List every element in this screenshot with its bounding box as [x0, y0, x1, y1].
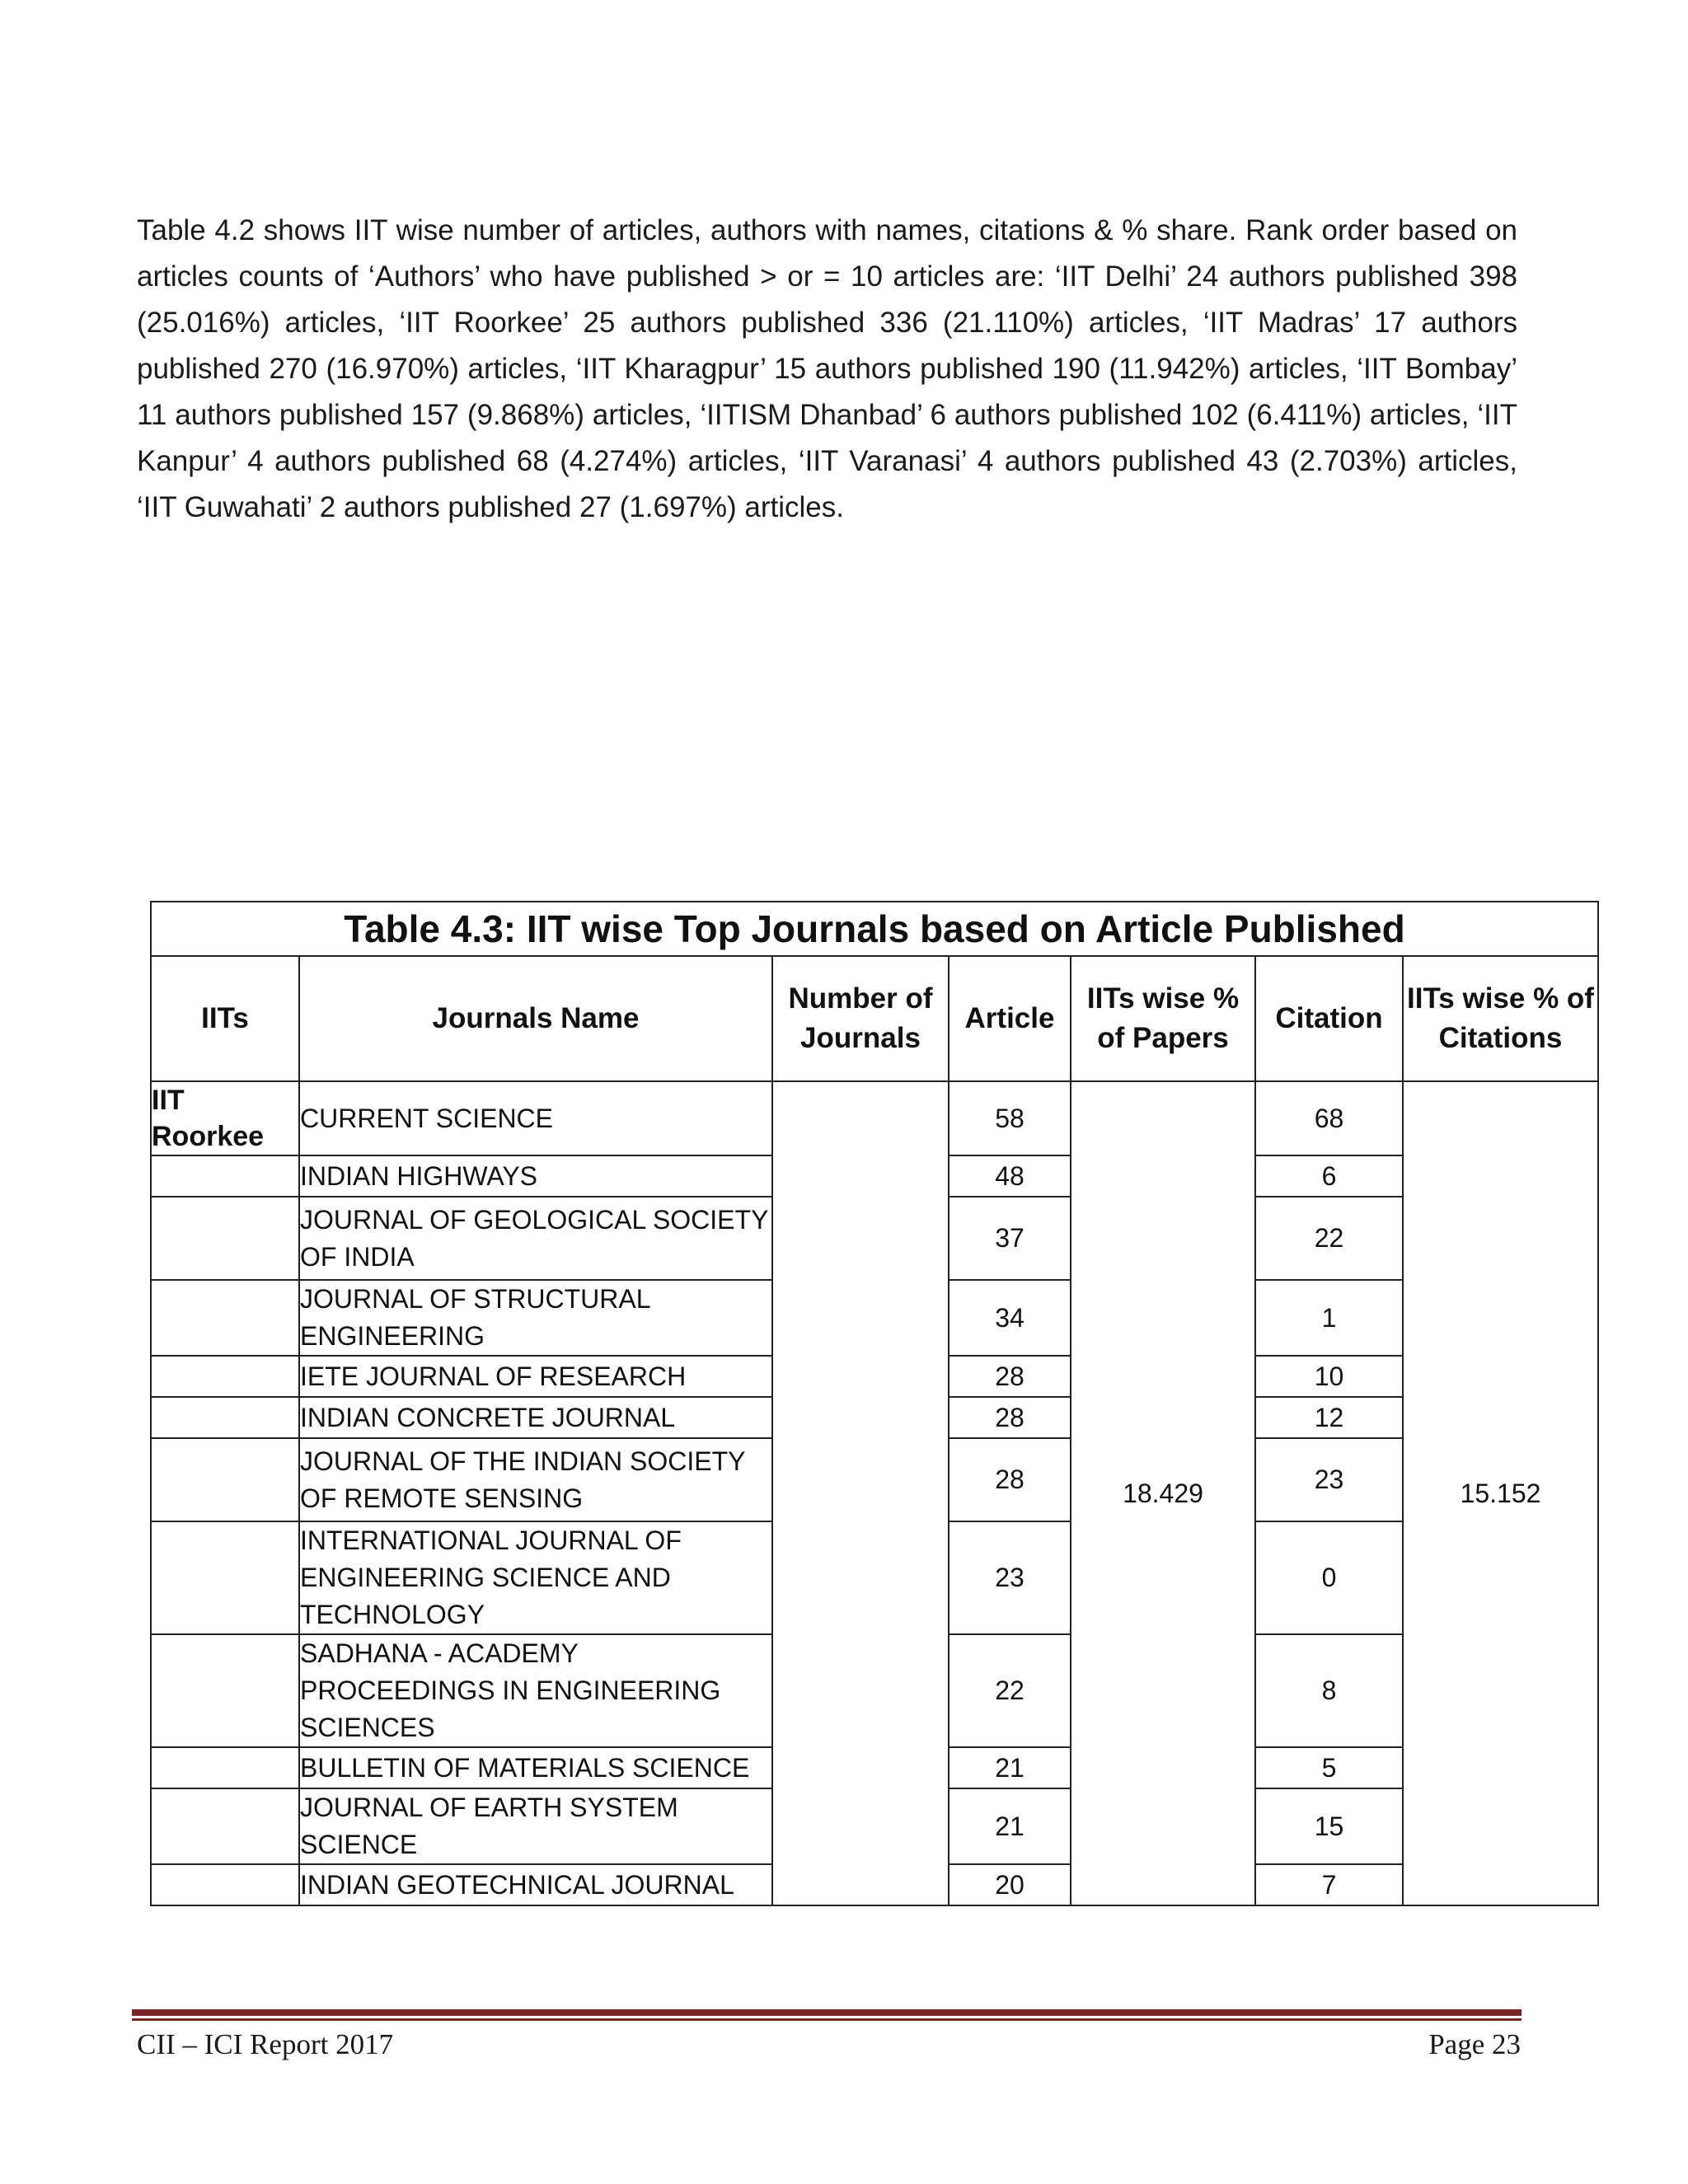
cell-iits-pct-citations: 15.152: [1403, 1081, 1598, 1905]
cell-iit: [151, 1356, 299, 1397]
cell-journal-name: CURRENT SCIENCE: [299, 1081, 772, 1155]
cell-journal-name: INDIAN HIGHWAYS: [299, 1155, 772, 1197]
cell-iits-pct-papers: 18.429: [1071, 1081, 1255, 1905]
table-body: [151, 1081, 1598, 1905]
iit-top-journals-table: [150, 901, 1599, 1906]
cell-article: 20: [949, 1864, 1071, 1905]
header-number-of-journals: Number of Journals: [772, 956, 949, 1081]
cell-article: 34: [949, 1280, 1071, 1356]
header-iits-pct-citations: IITs wise % of Citations: [1403, 956, 1598, 1081]
table-row: [151, 1081, 1598, 1155]
cell-article: 37: [949, 1197, 1071, 1280]
cell-citation: 8: [1255, 1634, 1403, 1747]
header-iits: IITs: [151, 956, 299, 1081]
cell-journal-name: SADHANA - ACADEMY PROCEEDINGS IN ENGINEERING SCIENCES: [299, 1634, 772, 1747]
cell-article: 23: [949, 1521, 1071, 1634]
header-article: Article: [949, 956, 1071, 1081]
cell-iit: [151, 1788, 299, 1864]
cell-iit: [151, 1634, 299, 1747]
cell-citation: 22: [1255, 1197, 1403, 1280]
cell-citation: 10: [1255, 1356, 1403, 1397]
header-journals-name: Journals Name: [299, 956, 772, 1081]
cell-iit: [151, 1197, 299, 1280]
cell-citation: 7: [1255, 1864, 1403, 1905]
header-citation: Citation: [1255, 956, 1403, 1081]
footer-divider: [132, 2009, 1522, 2016]
cell-citation: 5: [1255, 1747, 1403, 1788]
cell-citation: 0: [1255, 1521, 1403, 1634]
cell-citation: 6: [1255, 1155, 1403, 1197]
cell-iit: [151, 1280, 299, 1356]
cell-article: 28: [949, 1356, 1071, 1397]
cell-article: 22: [949, 1634, 1071, 1747]
cell-journal-name: JOURNAL OF EARTH SYSTEM SCIENCE: [299, 1788, 772, 1864]
cell-journal-name: INTERNATIONAL JOURNAL OF ENGINEERING SCIENCE AND TECHNOLOGY: [299, 1521, 772, 1634]
cell-journal-name: BULLETIN OF MATERIALS SCIENCE: [299, 1747, 772, 1788]
footer-report-name: CII – ICI Report 2017: [137, 2028, 394, 2060]
footer-page-number: Page 23: [1428, 2028, 1521, 2060]
table-title: Table 4.3: IIT wise Top Journals based on Article Published: [151, 902, 1598, 956]
header-iits-pct-papers: IITs wise % of Papers: [1071, 956, 1255, 1081]
cell-article: 21: [949, 1788, 1071, 1864]
cell-iit: IIT Roorkee: [151, 1081, 299, 1155]
intro-paragraph: Table 4.2 shows IIT wise number of articles, authors with names, citations & % share. Rank order based on articles counts of ‘Authors’ who have published > or = 10 articles are: ‘IIT Delhi’ 24 authors published 398 (25.016%) articles, ‘IIT Roorkee’ 25 authors published 336 (21.110%) articles, ‘IIT Madras’ 17 authors published 270 (16.970%) articles, ‘IIT Kharagpur’ 15 authors published 190 (11.942%) articles, ‘IIT Bombay’ 11 authors published 157 (9.868%) articles, ‘IITISM Dhanbad’ 6 authors published 102 (6.411%) articles, ‘IIT Kanpur’ 4 authors published 68 (4.274%) articles, ‘IIT Varanasi’ 4 authors published 43 (2.703%) articles, ‘IIT Guwahati’ 2 authors published 27 (1.697%) articles.: [137, 214, 1517, 523]
cell-iit: [151, 1864, 299, 1905]
cell-citation: 12: [1255, 1397, 1403, 1438]
cell-article: 58: [949, 1081, 1071, 1155]
cell-iit: [151, 1155, 299, 1197]
cell-citation: 23: [1255, 1438, 1403, 1521]
cell-iit: [151, 1438, 299, 1521]
cell-journal-name: INDIAN CONCRETE JOURNAL: [299, 1397, 772, 1438]
cell-citation: 15: [1255, 1788, 1403, 1864]
cell-iit: [151, 1397, 299, 1438]
cell-journal-name: IETE JOURNAL OF RESEARCH: [299, 1356, 772, 1397]
cell-citation: 1: [1255, 1280, 1403, 1356]
cell-citation: 68: [1255, 1081, 1403, 1155]
cell-article: 28: [949, 1397, 1071, 1438]
cell-journal-name: INDIAN GEOTECHNICAL JOURNAL: [299, 1864, 772, 1905]
cell-journal-name: JOURNAL OF THE INDIAN SOCIETY OF REMOTE SENSING: [299, 1438, 772, 1521]
cell-article: 21: [949, 1747, 1071, 1788]
table-header-row: [151, 956, 1598, 1081]
cell-article: 48: [949, 1155, 1071, 1197]
cell-journal-name: JOURNAL OF STRUCTURAL ENGINEERING: [299, 1280, 772, 1356]
cell-iit: [151, 1747, 299, 1788]
cell-number-of-journals: [772, 1081, 949, 1905]
cell-article: 28: [949, 1438, 1071, 1521]
footer-divider-thin: [132, 2018, 1522, 2021]
cell-iit: [151, 1521, 299, 1634]
cell-journal-name: JOURNAL OF GEOLOGICAL SOCIETY OF INDIA: [299, 1197, 772, 1280]
